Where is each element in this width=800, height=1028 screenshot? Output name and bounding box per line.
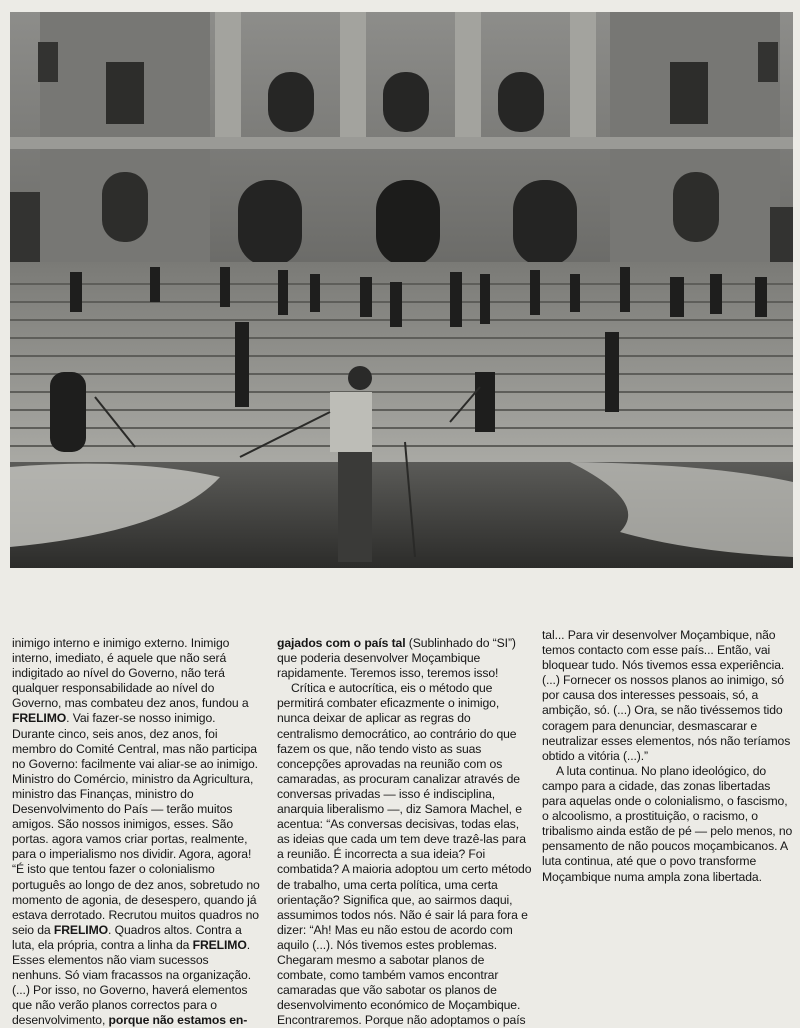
paragraph [277, 681, 532, 1028]
bold-text: porque não estamos en- [108, 1013, 248, 1028]
bold-text: FRELIMO [192, 937, 247, 952]
text-run: “É isto que tentou fazer o colonialismo português ao longo de dez anos, sobretudo no momento de agonia, de desespero, quando já estava derrotado. Recrutou muitos quadros no seio da [12, 862, 260, 937]
text-run: (Sublinhado do “SI”) que poderia desenvolver Moçambique rapidamente. Teremos isso, teremos isso! [277, 636, 516, 681]
photo-illustration [10, 12, 793, 568]
text-run: . Quadros altos. Contra a luta, ela própria, contra a linha da [12, 922, 242, 952]
text-run: . Vai fazer-se nosso inimigo. Durante cinco, seis anos, dez anos, foi membro do Comité Central, mas não participa no Governo: facilmente vai aliar-se ao inimigo. Ministro do Comércio, ministro da Agricultura, ministro das Finanças, ministro do Desenvolvimento do País — terão muitos amigos. São nossos inimigos, esses. São portas. agora vamos criar portas, realmente, para o imperialismo nos dividir. Agora, agora! [12, 711, 258, 862]
paragraph [12, 636, 260, 862]
paragraph [542, 628, 796, 764]
text-run: A luta continua. No plano ideológico, do campo para a cidade, das zonas libertadas para aquelas onde o colonialismo, o fascismo, o alcoolismo, a prostituição, o racismo, o tribalismo ainda estão de pé — pelo menos, no pensamento de não poucos moçambicanos. A luta continua, até que o povo transforme Moçambique numa ampla zona libertada. [542, 763, 793, 884]
text-column-3 [542, 628, 796, 885]
text-column-1 [12, 636, 260, 1028]
text-run: Crítica e autocrítica, eis o método que permitirá combater eficazmente o inimigo, nunca deixar de aplicar as regras do centralismo democrático, ao contrário do que fazem os que, não tendo visto as suas concepções aprovadas na reunião com os camaradas, as procuram canalizar através de conversas privadas — isso é indisciplina, anarquia liberalismo —, diz Samora Machel, e acentua: “As conversas decisivas, todas elas, as ideias que cada um tem deve trazê-las para a reunião. É incorrecta a sua ideia? Foi combatida? A maioria adoptou um certo método de trabalho, uma certa política, uma certa orientação? Significa que, ao sairmos daqui, assumimos todos nós. Não é sair lá para fora e dizer: “Ah! Mas eu não estou de acordo com aquilo (...). Nós tivemos estes problemas. Chegaram mesmo a sabotar planos de combate, como também vamos encontrar camaradas que vão sabotar os planos de desenvolvimento económico de Moçambique. Encontraremos. Porque não adoptamos o país [277, 681, 532, 1028]
bold-text: gajados com o país tal [277, 636, 406, 650]
text-run: . Esses elementos não viam sucessos nenhuns. Só viam fracassos na organização. (...) Por isso, no Governo, haverá elementos que não verão planos correctos para o desenvolvimento, [12, 937, 252, 1028]
paragraph [277, 636, 532, 681]
text-run: tal... Para vir desenvolver Moçambique, não temos contacto com esse país... Então, vai bloquear tudo. Nós tivemos essa experiência. (...) Fornecer os nossos planos ao inimigo, só por causa dos interesses pessoais, só, a ambição, só. (...) Ora, se não tivéssemos tido coragem para denunciar, desmascarar e neutralizar esses elementos, nós não teríamos obtido a vitória (...).” [542, 628, 791, 763]
paragraph [12, 862, 260, 1028]
bold-text: FRELIMO [12, 711, 67, 726]
text-run: inimigo interno e inimigo externo. Inimigo interno, imediato, é aquele que não será indigitado ao nível do Governo, não terá qualquer responsabilidade ao nível do Governo, mas combateu dez anos, fundou a [12, 636, 249, 711]
article-text [12, 628, 796, 1028]
paragraph [542, 764, 796, 885]
bold-text: FRELIMO [53, 922, 109, 937]
text-column-2 [277, 636, 532, 1028]
building-steps-photo [10, 12, 793, 568]
